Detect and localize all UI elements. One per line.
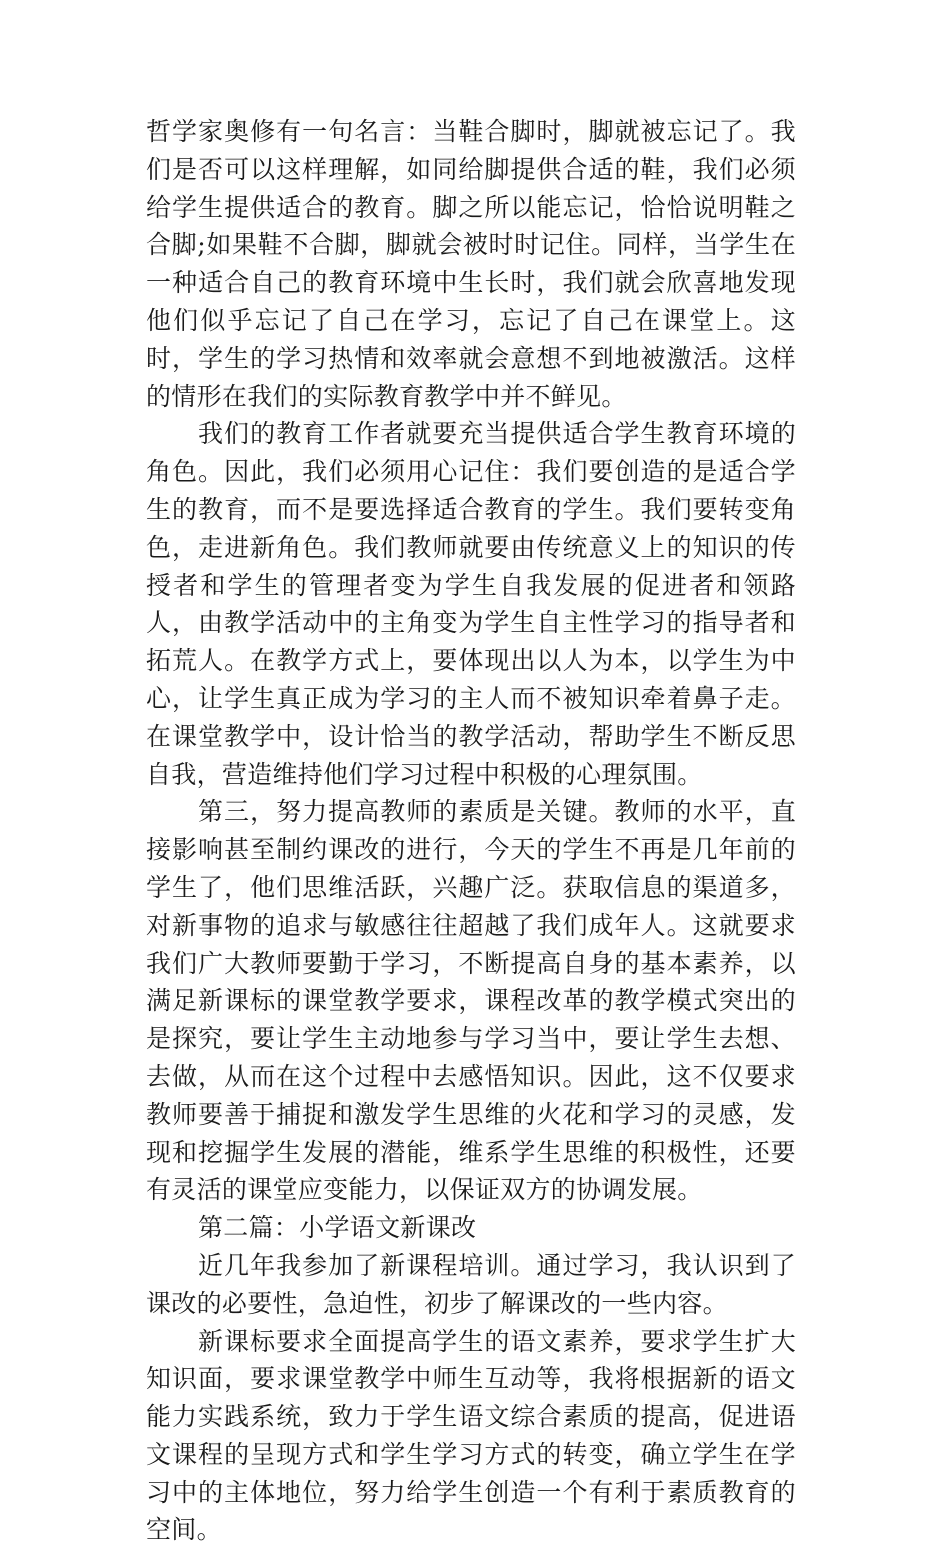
paragraph-4: 近几年我参加了新课程培训。通过学习，我认识到了课改的必要性，急迫性，初步了解课改的一些内容。	[146, 1247, 796, 1323]
paragraph-2: 我们的教育工作者就要充当提供适合学生教育环境的角色。因此，我们必须用心记住：我们要创造的是适合学生的教育，而不是要选择适合教育的学生。我们要转变角色，走进新角色。我们教师就要由传统意义上的知识的传授者和学生的管理者变为学生自我发展的促进者和领路人，由教学活动中的主角变为学生自主性学习的指导者和拓荒人。在教学方式上，要体现出以人为本，以学生为中心，让学生真正成为学习的主人而不被知识牵着鼻子走。在课堂教学中，设计恰当的教学活动，帮助学生不断反思自我，营造维持他们学习过程中积极的心理氛围。	[146, 415, 796, 793]
paragraph-1: 哲学家奥修有一句名言：当鞋合脚时，脚就被忘记了。我们是否可以这样理解，如同给脚提供合适的鞋，我们必须给学生提供适合的教育。脚之所以能忘记，恰恰说明鞋之合脚;如果鞋不合脚，脚就会被时时记住。同样，当学生在一种适合自己的教育环境中生长时，我们就会欣喜地发现他们似乎忘记了自己在学习，忘记了自己在课堂上。这时，学生的学习热情和效率就会意想不到地被激活。这样的情形在我们的实际教育教学中并不鲜见。	[146, 113, 796, 415]
paragraph-3: 第三，努力提高教师的素质是关键。教师的水平，直接影响甚至制约课改的进行，今天的学生不再是几年前的学生了，他们思维活跃，兴趣广泛。获取信息的渠道多，对新事物的追求与敏感往往超越了我们成年人。这就要求我们广大教师要勤于学习，不断提高自身的基本素养，以满足新课标的课堂教学要求，课程改革的教学模式突出的是探究，要让学生主动地参与学习当中，要让学生去想、去做，从而在这个过程中去感悟知识。因此，这不仅要求教师要善于捕捉和激发学生思维的火花和学习的灵感，发现和挖掘学生发展的潜能，维系学生思维的积极性，还要有灵活的课堂应变能力，以保证双方的协调发展。	[146, 793, 796, 1209]
section-heading: 第二篇：小学语文新课改	[146, 1209, 796, 1247]
document-body	[146, 113, 796, 1549]
paragraph-5: 新课标要求全面提高学生的语文素养，要求学生扩大知识面，要求课堂教学中师生互动等，我将根据新的语文能力实践系统，致力于学生语文综合素质的提高，促进语文课程的呈现方式和学生学习方式的转变，确立学生在学习中的主体地位，努力给学生创造一个有利于素质教育的空间。	[146, 1323, 796, 1549]
